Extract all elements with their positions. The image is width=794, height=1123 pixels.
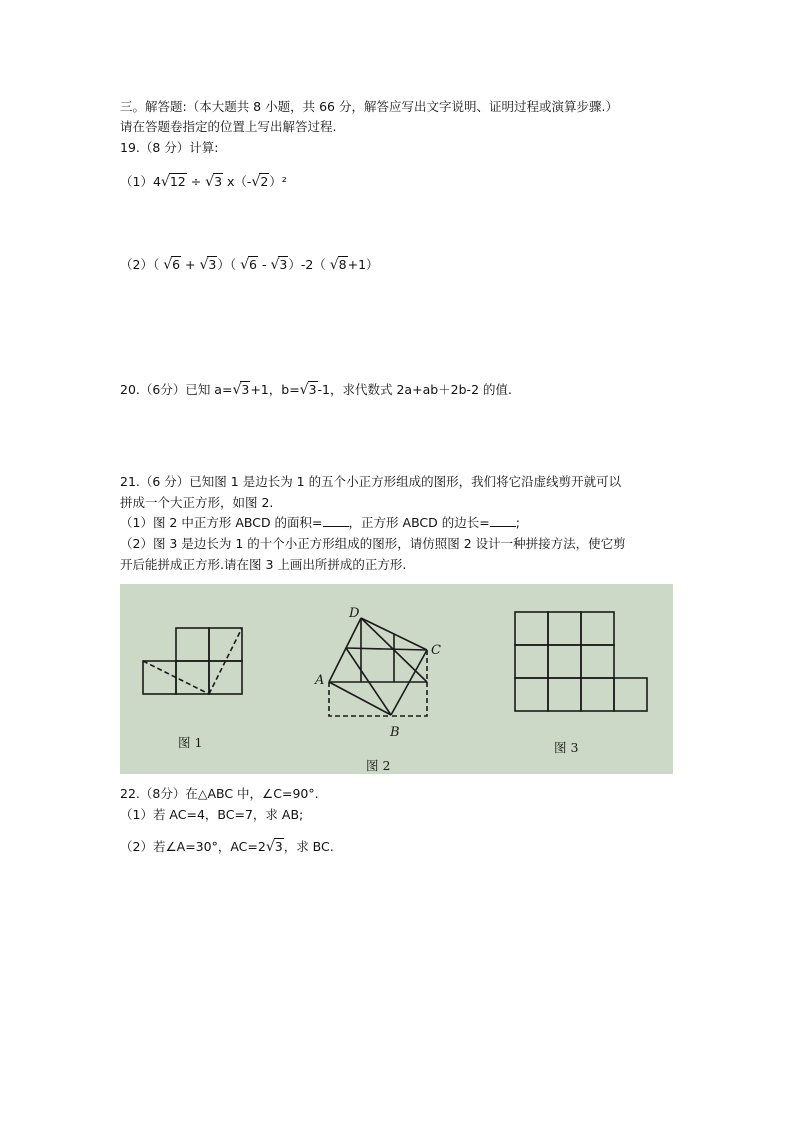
point-label-c: C — [431, 643, 441, 658]
fig1-cell — [209, 628, 242, 661]
figures-svg — [120, 584, 673, 774]
sqrt-3: √3 — [199, 257, 217, 273]
figures-photo — [120, 584, 673, 774]
fig3-cell — [614, 678, 647, 711]
sqrt-3: √3 — [265, 839, 283, 855]
q21-part2-line1: （2）图 3 是边长为 1 的十个小正方形组成的图形，请仿照图 2 设计一种拼接方法，使它剪 — [120, 536, 626, 551]
sqrt-2: √2 — [251, 174, 269, 190]
point-label-b: B — [390, 725, 400, 740]
figure-2 — [329, 618, 427, 716]
fig3-cell — [548, 645, 581, 678]
fig2-grid-line — [346, 648, 427, 650]
fig3-cell — [581, 612, 614, 645]
q19-part1: （1）4√12 ÷ √3 x（-√2）² — [120, 174, 287, 190]
q22-part2: （2）若∠A=30°，AC=2√3，求 BC. — [120, 839, 334, 855]
fig2-edge-ab — [329, 682, 391, 715]
sqrt-3: √3 — [270, 257, 288, 273]
figure-1 — [143, 628, 242, 694]
point-label-d: D — [349, 606, 360, 621]
section-header: 三。解答题:（本大题共 8 小题，共 66 分，解答应写出文字说明、证明过程或演算步骤.） — [120, 99, 618, 114]
q20: 20.（6分）已知 a=√3+1，b=√3-1，求代数式 2a+ab＋2b-2 的值. — [120, 382, 512, 398]
answer-blank-area — [323, 515, 349, 527]
q21-line2: 拼成一个大正方形，如图 2. — [120, 495, 274, 510]
sqrt-8: √8 — [329, 257, 347, 273]
fig3-cell — [515, 645, 548, 678]
q19-title: 19.（8 分）计算: — [120, 140, 219, 155]
figure-2-label: 图 2 — [366, 758, 391, 773]
q21-part2-line2: 开后能拼成正方形.请在图 3 上画出所拼成的正方形. — [120, 557, 407, 572]
sqrt-3: √3 — [232, 382, 250, 398]
sqrt-3: √3 — [299, 382, 317, 398]
figure-3-label: 图 3 — [554, 740, 579, 755]
fig2-edge-da — [329, 618, 361, 682]
fig1-cell — [176, 628, 209, 661]
fig3-cell — [548, 612, 581, 645]
fig1-cell — [143, 661, 176, 694]
fig3-cell — [581, 645, 614, 678]
figure-1-label: 图 1 — [178, 735, 203, 750]
sqrt-6: √6 — [240, 257, 257, 273]
fig3-cell — [515, 612, 548, 645]
point-label-a: A — [315, 673, 325, 688]
figure-3 — [515, 612, 647, 711]
q21-part1: （1）图 2 中正方形 ABCD 的面积= ，正方形 ABCD 的边长= ; — [120, 515, 520, 530]
answer-blank-side — [490, 515, 516, 527]
fig3-cell — [515, 678, 548, 711]
q22-part1: （1）若 AC=4，BC=7，求 AB; — [120, 807, 304, 822]
q21-line1: 21.（6 分）已知图 1 是边长为 1 的五个小正方形组成的图形，我们将它沿虚线剪开就可以 — [120, 474, 622, 489]
q19-part2: （2）（ √6 + √3）（ √6 - √3）-2（ √8+1） — [120, 257, 379, 273]
section-instruction: 请在答题卷指定的位置上写出解答过程. — [120, 119, 337, 134]
fig1-cell — [209, 661, 242, 694]
fig1-cell — [176, 661, 209, 694]
fig3-cell — [548, 678, 581, 711]
sqrt-3: √3 — [205, 174, 223, 190]
q22-title: 22.（8分）在△ABC 中，∠C=90°. — [120, 786, 319, 801]
sqrt-12: √12 — [160, 174, 186, 190]
sqrt-6: √6 — [163, 257, 181, 273]
fig3-cell — [581, 678, 614, 711]
